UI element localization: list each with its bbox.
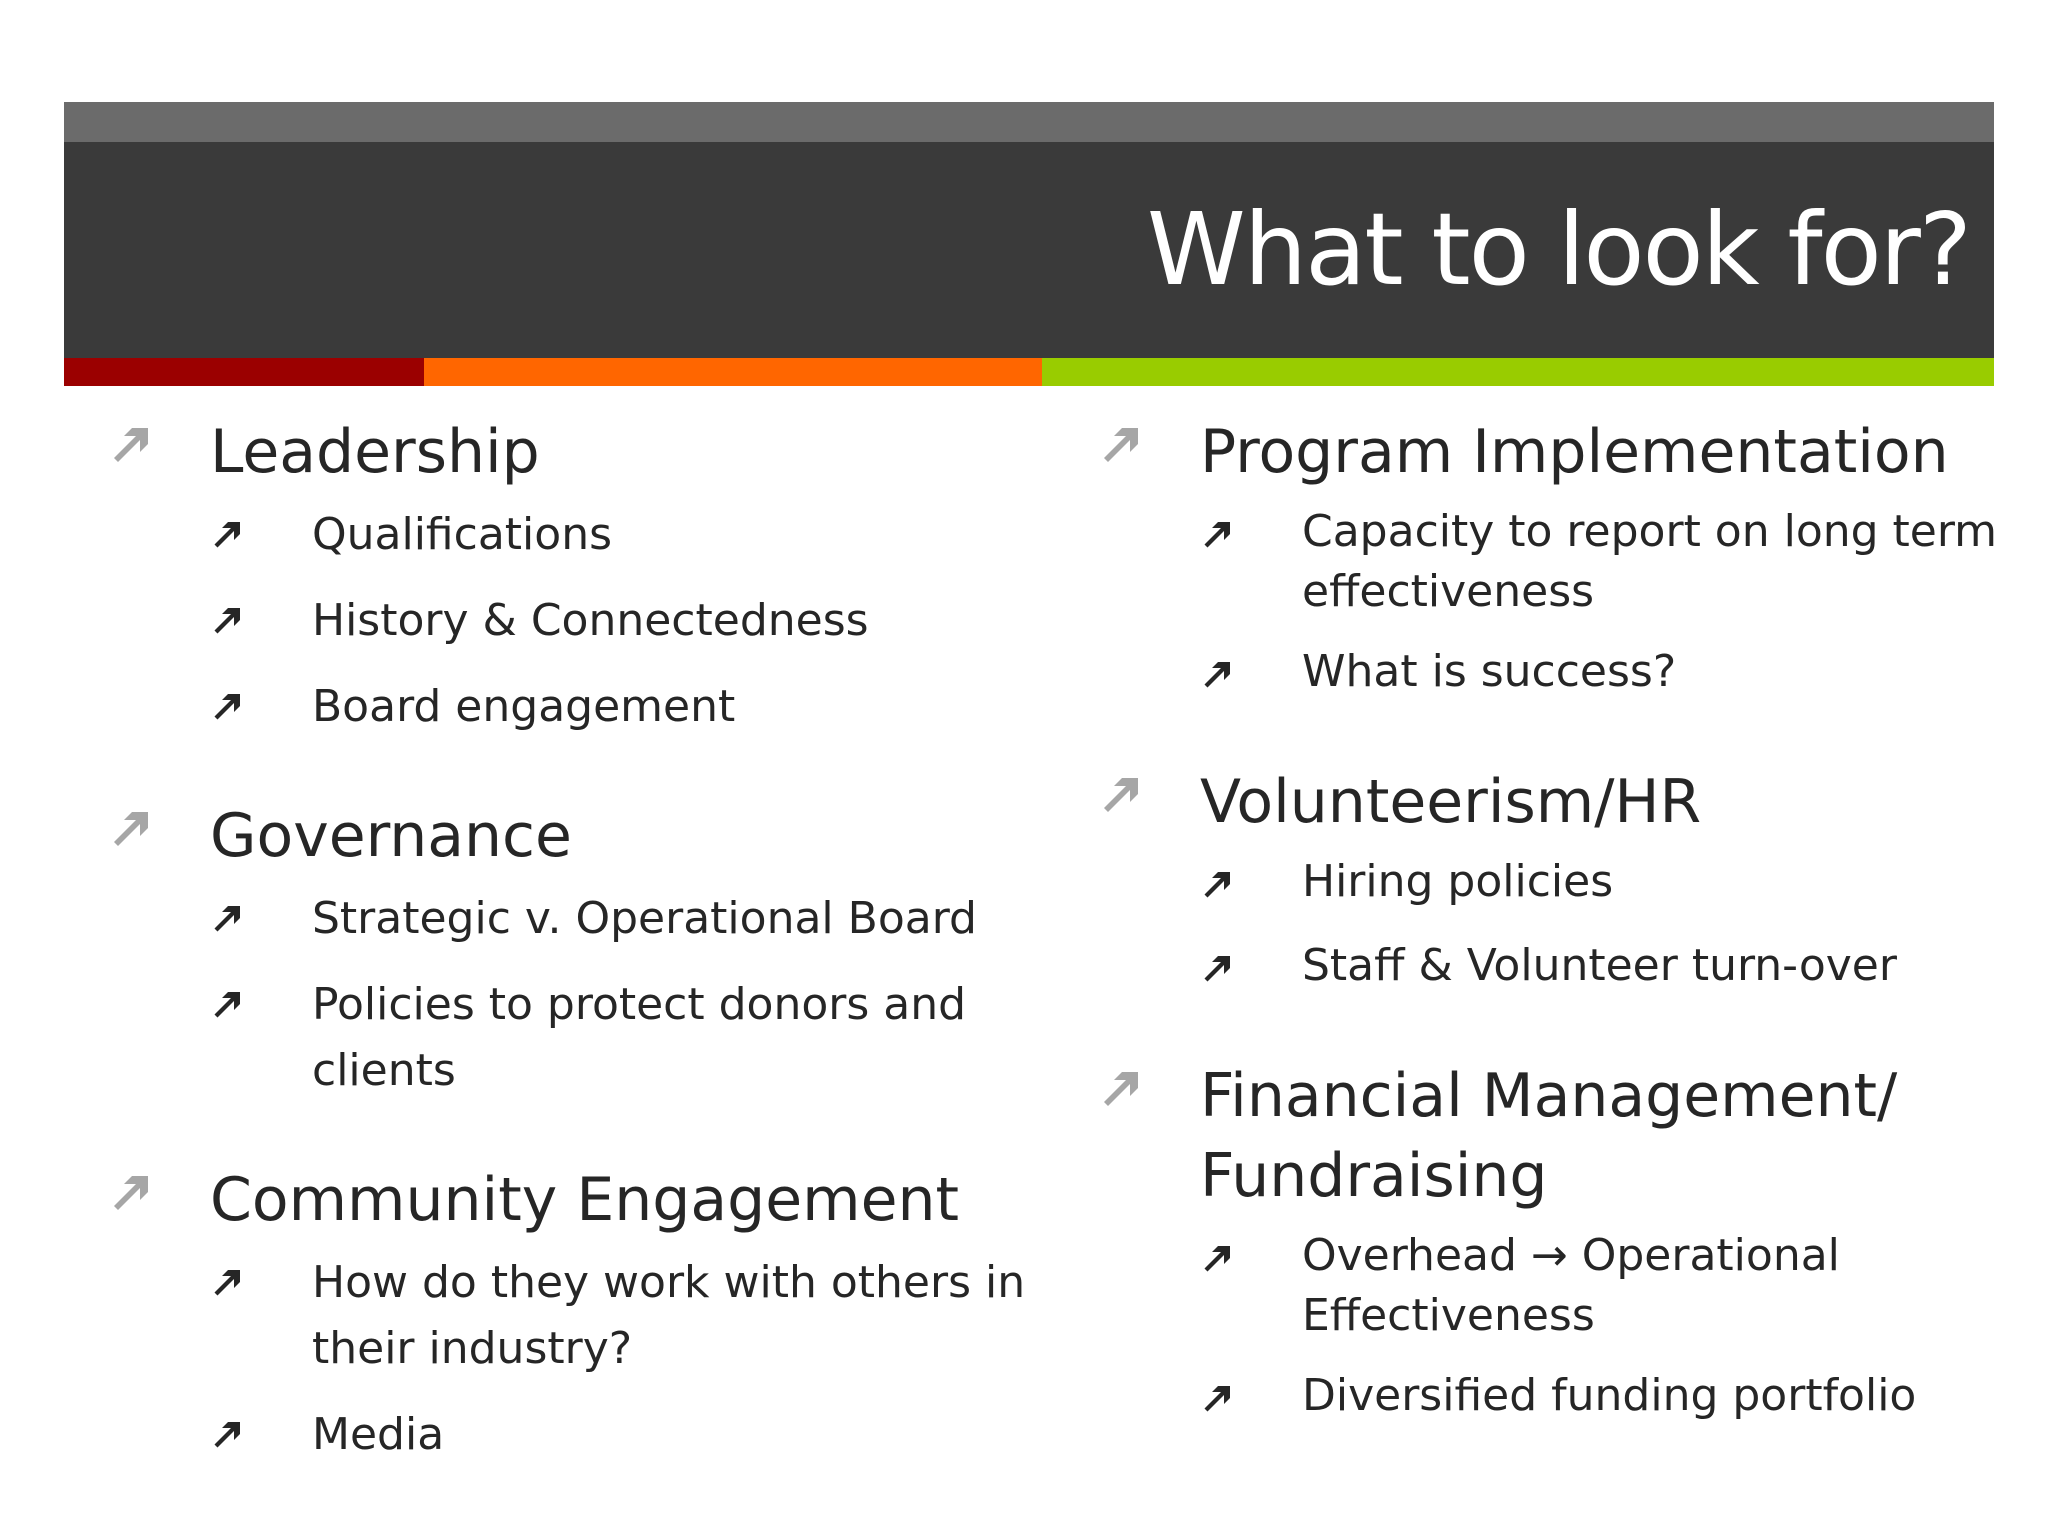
- sub-bullet-text: Staff & Volunteer turn-over: [1302, 940, 1897, 991]
- bullet-heading: [1098, 1056, 1998, 1216]
- sub-bullet: [210, 588, 1048, 654]
- heading-text: Volunteerism/HR: [1200, 767, 1702, 837]
- sub-bullet: [1200, 502, 1998, 622]
- section: [108, 796, 1048, 1104]
- sub-bullet: [210, 972, 1048, 1104]
- arrow-up-right-icon: [1098, 412, 1200, 476]
- sub-bullet-text: How do they work with others in their industry?: [312, 1257, 1026, 1374]
- section: [108, 412, 1048, 740]
- accent-bar-green: [1042, 358, 1994, 386]
- arrow-up-right-icon: [108, 1160, 210, 1224]
- bullet-heading: [108, 796, 1048, 876]
- sub-bullet: [1200, 1226, 1998, 1346]
- sub-bullet: [1200, 936, 1998, 1000]
- arrow-up-right-icon: [1200, 642, 1302, 706]
- sub-bullet-text: Hiring policies: [1302, 856, 1614, 907]
- sub-bullet-text: Policies to protect donors and clients: [312, 979, 967, 1096]
- sub-bullet-list: [1098, 1226, 1998, 1430]
- arrow-up-right-icon: [210, 1250, 312, 1314]
- arrow-up-right-icon: [1098, 762, 1200, 826]
- sub-bullet: [210, 1250, 1048, 1382]
- section: [1098, 412, 1998, 706]
- accent-bar-orange: [424, 358, 1042, 386]
- sub-bullet-text: Overhead → Operational Effectiveness: [1302, 1230, 1840, 1341]
- sub-bullet-text: Qualifications: [312, 509, 613, 560]
- sub-bullet-list: [108, 886, 1048, 1104]
- arrow-up-right-icon: [1200, 936, 1302, 1000]
- heading-text: Governance: [210, 801, 572, 871]
- title-band: [64, 142, 1994, 358]
- arrow-up-right-icon: [1200, 1366, 1302, 1430]
- sub-bullet: [210, 886, 1048, 952]
- sub-bullet-text: Media: [312, 1409, 445, 1460]
- arrow-up-right-icon: [108, 412, 210, 476]
- sub-bullet-text: Capacity to report on long term effectiveness: [1302, 506, 1998, 617]
- heading-text: Leadership: [210, 417, 540, 487]
- heading-text: Community Engagement: [210, 1165, 960, 1235]
- bullet-heading: [1098, 762, 1998, 842]
- sub-bullet: [1200, 852, 1998, 916]
- arrow-up-right-icon: [210, 1402, 312, 1466]
- sub-bullet-text: Diversified funding portfolio: [1302, 1370, 1917, 1421]
- sub-bullet-list: [1098, 852, 1998, 1000]
- right-column: [1098, 412, 1998, 1486]
- section: [108, 1160, 1048, 1468]
- sub-bullet: [210, 502, 1048, 568]
- sub-bullet: [1200, 1366, 1998, 1430]
- arrow-up-right-icon: [210, 972, 312, 1036]
- arrow-up-right-icon: [210, 886, 312, 950]
- bullet-heading: [1098, 412, 1998, 492]
- heading-text: Program Implementation: [1200, 417, 1949, 487]
- sub-bullet: [210, 1402, 1048, 1468]
- heading-text: Financial Management/ Fundraising: [1200, 1061, 1898, 1211]
- sub-bullet-text: What is success?: [1302, 646, 1677, 697]
- sub-bullet-text: Board engagement: [312, 681, 736, 732]
- sub-bullet-list: [108, 1250, 1048, 1468]
- arrow-up-right-icon: [1200, 1226, 1302, 1290]
- bullet-heading: [108, 1160, 1048, 1240]
- arrow-up-right-icon: [210, 588, 312, 652]
- sub-bullet-list: [108, 502, 1048, 740]
- arrow-up-right-icon: [108, 796, 210, 860]
- arrow-up-right-icon: [1098, 1056, 1200, 1120]
- sub-bullet: [1200, 642, 1998, 706]
- arrow-up-right-icon: [210, 502, 312, 566]
- sub-bullet-list: [1098, 502, 1998, 706]
- sub-bullet-text: History & Connectedness: [312, 595, 869, 646]
- arrow-up-right-icon: [1200, 852, 1302, 916]
- bullet-heading: [108, 412, 1048, 492]
- top-stripe: [64, 102, 1994, 142]
- sub-bullet: [210, 674, 1048, 740]
- section: [1098, 1056, 1998, 1430]
- arrow-up-right-icon: [210, 674, 312, 738]
- arrow-up-right-icon: [1200, 502, 1302, 566]
- sub-bullet-text: Strategic v. Operational Board: [312, 893, 977, 944]
- left-column: [108, 412, 1048, 1524]
- slide-title: What to look for?: [1146, 191, 1970, 308]
- accent-bar-red: [64, 358, 424, 386]
- section: [1098, 762, 1998, 1000]
